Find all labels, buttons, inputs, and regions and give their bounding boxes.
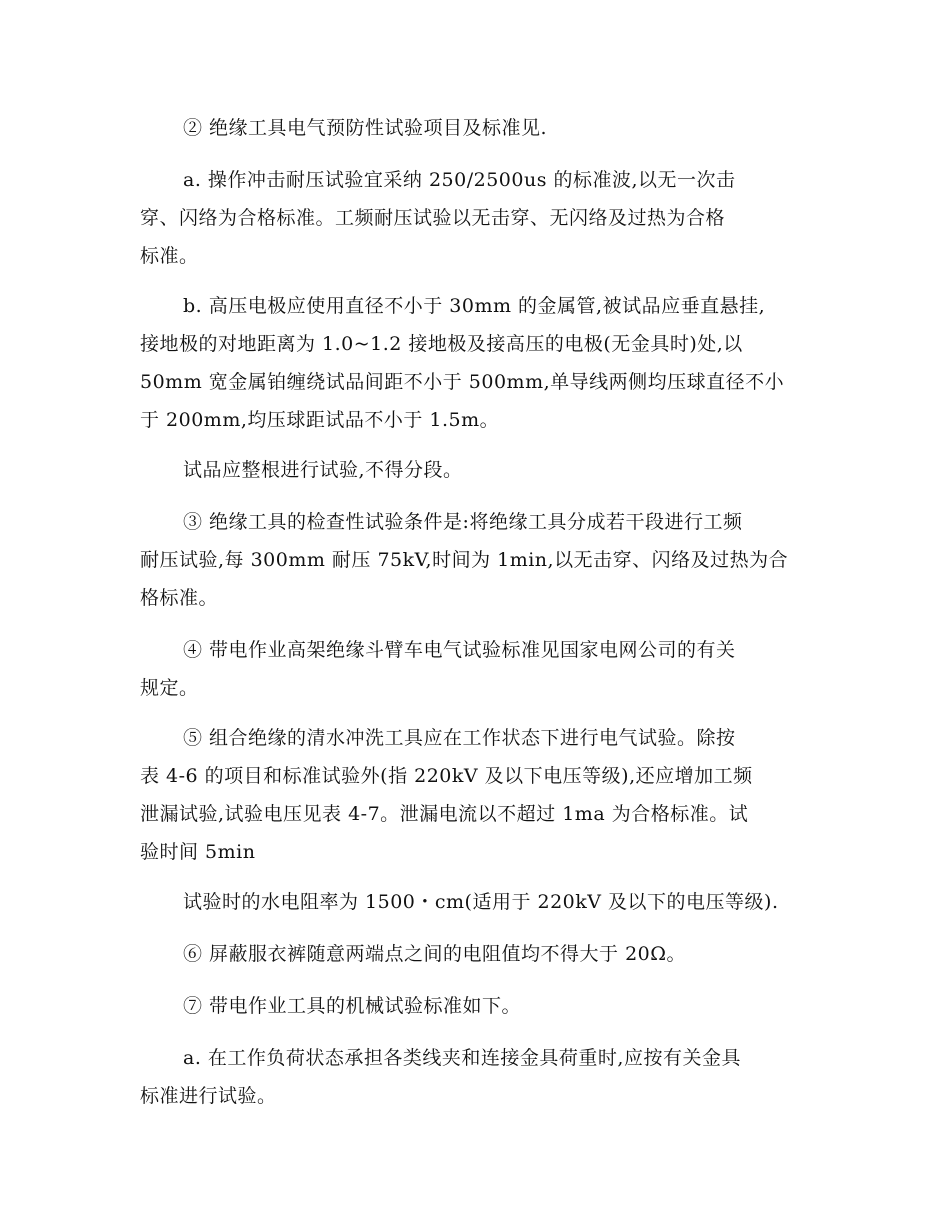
text-line: 泄漏试验,试验电压见表 4-7。泄漏电流以不超过 1ma 为合格标准。试 (140, 803, 749, 825)
text-line: ② 绝缘工具电气预防性试验项目及标准见. (183, 117, 548, 139)
text-line: 接地极的对地距离为 1.0~1.2 接地极及接高压的电极(无金具时)处,以 (140, 333, 743, 355)
text-line: 50mm 宽金属铂缠绕试品间距不小于 500mm,单导线两侧均压球直径不小 (140, 371, 785, 393)
text-line: 试验时的水电阻率为 1500・cm(适用于 220kV 及以下的电压等级). (183, 891, 779, 913)
paragraph-inspection-test-conditions (140, 503, 820, 617)
paragraph-mechanical-test-standard (140, 987, 820, 1025)
text-line: 标准。 (140, 245, 199, 267)
text-line: ④ 带电作业高架绝缘斗臂车电气试验标准见国家电网公司的有关 (183, 639, 736, 661)
paragraph-water-washing-tools (140, 719, 820, 871)
text-line: a. 在工作负荷状态承担各类线夹和连接金具荷重时,应按有关金具 (183, 1047, 741, 1069)
paragraph-impulse-withstand-test (140, 161, 820, 275)
text-line: 格标准。 (140, 587, 219, 609)
text-line: 穿、闪络为合格标准。工频耐压试验以无击穿、无闪络及过热为合格 (140, 207, 726, 229)
text-line: ⑥ 屏蔽服衣裤随意两端点之间的电阻值均不得大于 20Ω。 (183, 943, 687, 965)
text-line: 标准进行试验。 (140, 1085, 277, 1107)
text-line: a. 操作冲击耐压试验宜采纳 250/2500us 的标准波,以无一次击 (183, 169, 736, 191)
paragraph-water-resistivity (140, 883, 820, 921)
text-line: b. 高压电极应使用直径不小于 30mm 的金属管,被试品应垂直悬挂, (183, 295, 766, 317)
paragraph-high-voltage-electrode (140, 287, 820, 439)
text-line: ⑦ 带电作业工具的机械试验标准如下。 (183, 995, 522, 1017)
text-line: ⑤ 组合绝缘的清水冲洗工具应在工作状态下进行电气试验。除按 (183, 727, 736, 749)
text-line: 耐压试验,每 300mm 耐压 75kV,时间为 1min,以无击穿、闪络及过热为合 (140, 549, 789, 571)
paragraph-shielding-clothing (140, 935, 820, 973)
paragraph-working-load-fittings (140, 1039, 820, 1115)
paragraph-bucket-truck-standard (140, 631, 820, 707)
text-line: 试品应整根进行试验,不得分段。 (183, 459, 463, 481)
text-line: 表 4-6 的项目和标准试验外(指 220kV 及以下电压等级),还应增加工频 (140, 765, 753, 787)
paragraph-whole-specimen (140, 451, 820, 489)
text-line: 规定。 (140, 677, 199, 699)
text-line: 验时间 5min (140, 841, 256, 863)
text-line: 于 200mm,均压球距试品不小于 1.5m。 (140, 409, 500, 431)
text-line: ③ 绝缘工具的检查性试验条件是:将绝缘工具分成若干段进行工频 (183, 511, 743, 533)
paragraph-insulating-tool-preventive-test (140, 109, 820, 147)
